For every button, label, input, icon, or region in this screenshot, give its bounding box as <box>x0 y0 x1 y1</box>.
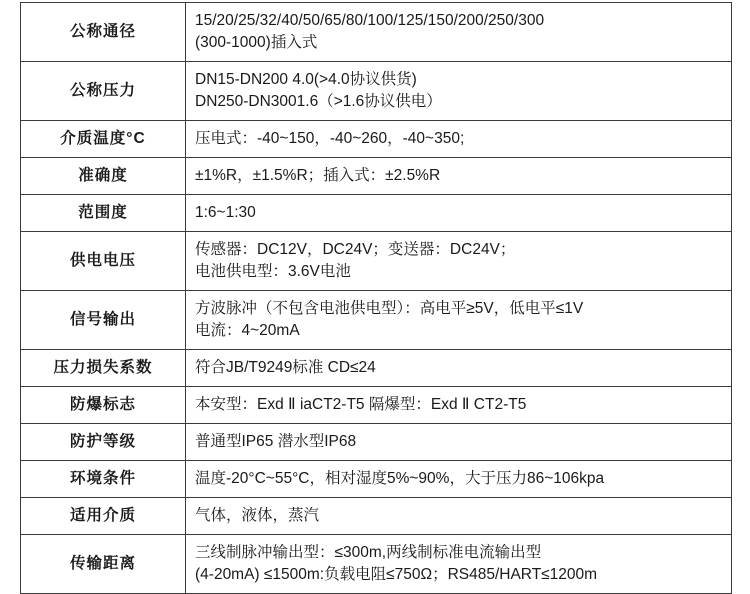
row-value <box>186 3 732 62</box>
value-line: 符合JB/T9249标准 CD≤24 <box>195 359 376 376</box>
table-row <box>21 461 732 498</box>
value-line: DN250-DN3001.6（>1.6协议供电） <box>195 93 442 110</box>
row-value <box>186 461 732 498</box>
row-label: 防爆标志 <box>21 387 186 424</box>
row-value <box>186 291 732 350</box>
row-label: 范围度 <box>21 195 186 232</box>
value-line: 15/20/25/32/40/50/65/80/100/125/150/200/250/300 <box>195 12 545 29</box>
row-value <box>186 232 732 291</box>
table-row <box>21 291 732 350</box>
table-body <box>21 3 732 594</box>
table-row <box>21 3 732 62</box>
table-row <box>21 535 732 594</box>
table-row <box>21 62 732 121</box>
row-label: 防护等级 <box>21 424 186 461</box>
row-label: 介质温度°C <box>21 121 186 158</box>
row-label: 传输距离 <box>21 535 186 594</box>
value-line: 温度-20°C~55°C，相对湿度5%~90%，大于压力86~106kpa <box>195 470 605 487</box>
table-row <box>21 424 732 461</box>
table-row <box>21 121 732 158</box>
value-line: DN15-DN200 4.0(>4.0协议供货) <box>195 71 417 88</box>
row-value <box>186 498 732 535</box>
row-value <box>186 535 732 594</box>
value-line: (300-1000)插入式 <box>195 34 318 51</box>
table-row <box>21 350 732 387</box>
row-label: 环境条件 <box>21 461 186 498</box>
value-line: 本安型：Exd Ⅱ iaCT2-T5 隔爆型：Exd Ⅱ CT2-T5 <box>195 396 527 413</box>
row-label: 供电电压 <box>21 232 186 291</box>
row-value <box>186 387 732 424</box>
spec-sheet <box>0 2 750 583</box>
value-line: 方波脉冲（不包含电池供电型）：高电平≥5V，低电平≤1V <box>195 300 584 317</box>
row-label: 公称通径 <box>21 3 186 62</box>
table-row <box>21 387 732 424</box>
value-line: 1:6~1:30 <box>195 204 256 221</box>
table-row <box>21 232 732 291</box>
row-label: 公称压力 <box>21 62 186 121</box>
row-value <box>186 62 732 121</box>
table-row <box>21 498 732 535</box>
row-label: 信号输出 <box>21 291 186 350</box>
row-label: 压力损失系数 <box>21 350 186 387</box>
value-line: 压电式：-40~150，-40~260，-40~350; <box>195 130 465 147</box>
row-value <box>186 424 732 461</box>
value-line: ±1%R，±1.5%R；插入式：±2.5%R <box>195 167 441 184</box>
specification-table <box>20 2 732 594</box>
value-line: 普通型IP65 潜水型IP68 <box>195 433 357 450</box>
value-line: (4-20mA) ≤1500m:负载电阻≤750Ω；RS485/HART≤1200m <box>195 566 598 583</box>
row-value <box>186 195 732 232</box>
row-label: 准确度 <box>21 158 186 195</box>
value-line: 电流：4~20mA <box>195 322 300 339</box>
row-value <box>186 350 732 387</box>
row-value <box>186 121 732 158</box>
row-label: 适用介质 <box>21 498 186 535</box>
row-value <box>186 158 732 195</box>
value-line: 三线制脉冲输出型：≤300m,两线制标准电流输出型 <box>195 544 542 561</box>
value-line: 电池供电型：3.6V电池 <box>195 263 351 280</box>
table-row <box>21 195 732 232</box>
value-line: 传感器：DC12V，DC24V；变送器：DC24V； <box>195 241 516 258</box>
value-line: 气体，液体，蒸汽 <box>195 507 320 524</box>
table-row <box>21 158 732 195</box>
